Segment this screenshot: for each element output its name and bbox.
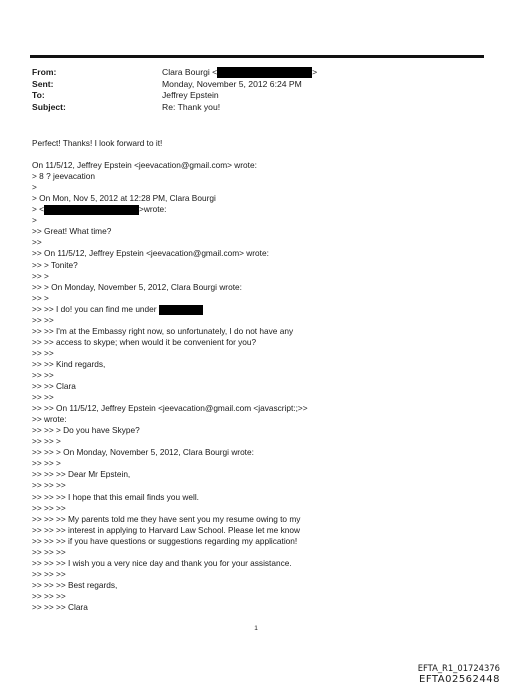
to-row — [32, 90, 492, 102]
body-line: >> > — [32, 270, 49, 281]
body-line: >> > — [32, 292, 49, 303]
bates-number-secondary: EFTA02562448 — [419, 674, 500, 685]
bates-number-primary: EFTA_R1_01724376 — [417, 663, 500, 673]
body-line: >> >> >> Best regards, — [32, 579, 118, 590]
email-header — [32, 67, 492, 113]
subject-row — [32, 102, 492, 114]
from-label: From: — [32, 67, 57, 77]
body-line: > — [32, 182, 37, 193]
body-line: >> >> >> interest in applying to Harvard Law School. Please let me know — [32, 524, 300, 535]
body-line: >> On 11/5/12, Jeffrey Epstein <jeevacation@gmail.com> wrote: — [32, 248, 269, 259]
from-value-suffix: > — [312, 67, 318, 77]
body-line: >> — [32, 237, 42, 248]
sent-value: Monday, November 5, 2012 6:24 PM — [162, 78, 302, 89]
from-value-prefix: Clara Bourgi < — [162, 67, 218, 77]
body-line: >> >> — [32, 314, 54, 325]
body-line: >> >> Kind regards, — [32, 358, 106, 369]
body-line: >> >> >> if you have questions or suggestions regarding my application! — [32, 535, 298, 546]
body-line: >> >> >> — [32, 546, 66, 557]
body-line: >> >> access to skype; when would it be convenient for you? — [32, 336, 257, 347]
subject-value: Re: Thank you! — [162, 101, 221, 112]
body-line: >> wrote: — [32, 414, 67, 425]
wrote-text: >wrote: — [139, 204, 167, 215]
to-value: Jeffrey Epstein — [162, 90, 219, 101]
body-line — [32, 304, 492, 315]
header-rule — [30, 55, 484, 58]
body-line: >> > Tonite? — [32, 259, 78, 270]
body-line: > — [32, 215, 37, 226]
body-line: >> >> On 11/5/12, Jeffrey Epstein <jeevacation@gmail.com <javascript:;>> — [32, 403, 308, 414]
body-line: >> >> >> — [32, 480, 66, 491]
from-row — [32, 67, 492, 79]
body-line: >> >> > — [32, 436, 61, 447]
body-line: >> >> I'm at the Embassy right now, so unfortunately, I do not have any — [32, 325, 294, 336]
redaction-box — [217, 67, 312, 78]
redaction-box — [44, 205, 139, 215]
body-line: >> Great! What time? — [32, 226, 112, 237]
blank-line — [32, 149, 492, 160]
body-line: Perfect! Thanks! I look forward to it! — [32, 138, 163, 148]
body-line: >> >> > On Monday, November 5, 2012, Clara Bourgi wrote: — [32, 447, 254, 458]
subject-label: Subject: — [32, 101, 66, 112]
body-line: >> >> >> — [32, 502, 66, 513]
sent-label: Sent: — [32, 78, 54, 89]
body-line: >> >> Clara — [32, 381, 76, 392]
body-line-text: >> >> I do! you can find me under — [32, 303, 157, 314]
page-number: 1 — [254, 625, 258, 632]
body-line: >> >> > Do you have Skype? — [32, 425, 140, 436]
body-line: >> >> >> — [32, 590, 66, 601]
quote-prefix: > < — [32, 204, 44, 215]
body-line: >> >> >> I hope that this email finds you well. — [32, 491, 199, 502]
body-line: >> >> >> Clara — [32, 601, 88, 612]
body-line: >> >> >> My parents told me they have sent you my resume owing to my — [32, 513, 301, 524]
redaction-box — [159, 305, 203, 315]
body-line: On 11/5/12, Jeffrey Epstein <jeevacation@gmail.com> wrote: — [32, 160, 257, 171]
sent-row — [32, 79, 492, 91]
body-line: >> >> — [32, 369, 54, 380]
to-label: To: — [32, 90, 45, 101]
body-line: >> > On Monday, November 5, 2012, Clara Bourgi wrote: — [32, 281, 242, 292]
body-line: >> >> > — [32, 458, 61, 469]
from-value — [162, 67, 317, 79]
body-line — [32, 204, 492, 215]
body-line: > 8 ? jeevacation — [32, 171, 95, 182]
body-line: > On Mon, Nov 5, 2012 at 12:28 PM, Clara Bourgi — [32, 193, 216, 204]
body-line: >> >> — [32, 392, 54, 403]
body-line: >> >> >> — [32, 568, 66, 579]
email-body — [32, 138, 492, 613]
body-line: >> >> >> I wish you a very nice day and thank you for your assistance. — [32, 557, 292, 568]
body-line: >> >> >> Dear Mr Epstein, — [32, 469, 131, 480]
body-line: >> >> — [32, 347, 54, 358]
